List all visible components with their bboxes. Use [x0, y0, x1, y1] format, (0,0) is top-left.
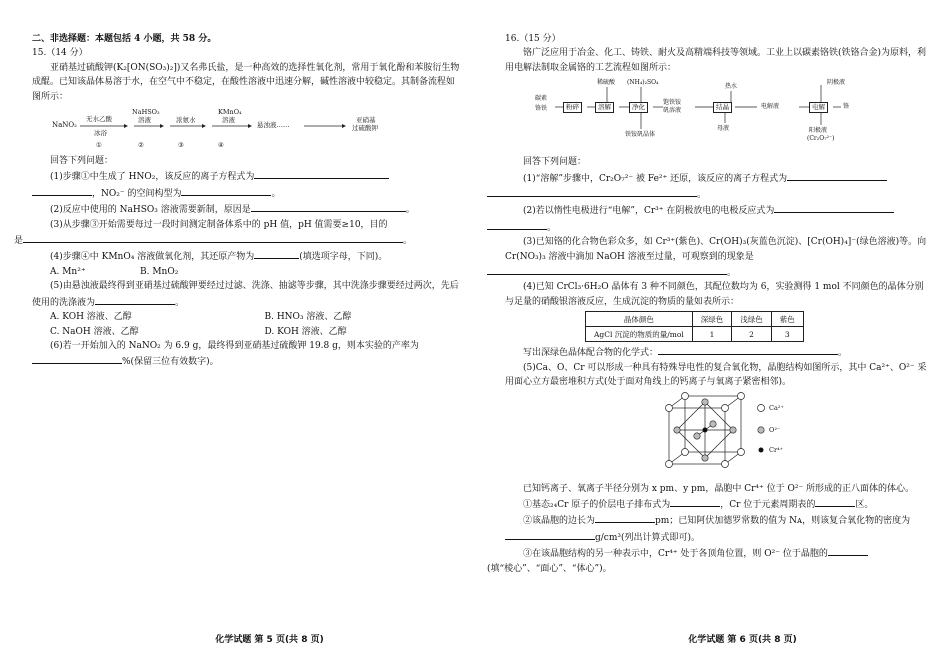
q16-5c-end: 区。 [855, 499, 874, 510]
q15-5-options-row2 [32, 325, 461, 339]
answer-blank[interactable] [181, 185, 271, 196]
q15-2 [32, 201, 461, 217]
answer-blank[interactable] [251, 201, 406, 212]
q15-2-text: (2)反应中使用的 NaHSO₃ 溶液需要新制，原因是 [50, 205, 251, 216]
flow-end1: 亚硝基 [356, 116, 376, 125]
q16-5d-text-b: pm；已知阿伏加德罗常数的值为 Nᴀ，则该复合氧化物的密度为 [655, 516, 911, 527]
q16-5c-text: ①基态₂₄Cr 原子的价层电子排布式为 [523, 499, 671, 510]
proc-anode3: (Cr₂O₇²⁻) [807, 135, 835, 143]
section-heading: 二、非选择题：本题包括 4 小题，共 58 分。 [32, 34, 217, 44]
q15-6-end: %(保留三位有效数字)。 [122, 357, 219, 368]
table-cell: 深绿色 [692, 312, 732, 327]
proc-filtrate1: 饱铁铵 [663, 99, 682, 107]
unit-cell-diagram [655, 392, 855, 478]
table-header-row [586, 312, 804, 327]
q15-4-text-b: (填选项字母，下同)。 [299, 252, 388, 263]
legend-ca: Ca²⁺ [769, 403, 784, 412]
q16-3-text: (3)已知铬的化合物色彩众多，如 Cr³⁺(紫色)、Cr(OH)₃(灰蓝色沉淀)、[Cr(OH)₄]⁻(绿色溶液)等。向 Cr(NO₃)₃ 溶液中滴加 NaOH 溶液至过量，可观察到的现象是 [505, 237, 927, 262]
q16-1-end: 。 [697, 190, 707, 201]
answer-blank[interactable] [487, 219, 547, 230]
answer-blank[interactable] [505, 529, 595, 540]
option-a: A. KOH 溶液、乙醇 [50, 312, 132, 323]
q15-3-text-b: 是 [14, 236, 24, 247]
q16-5d-end: g/cm³(列出计算式即可)。 [595, 532, 700, 543]
q15-4 [32, 248, 461, 264]
table-cell: AgCl 沉淀的物质的量/mol [586, 327, 693, 342]
q16-process-diagram [535, 77, 930, 151]
flow-n1: ① [96, 141, 102, 150]
legend-cr: Cr⁴⁺ [769, 445, 784, 454]
q15-1-text: (1)步骤①中生成了 HNO₂，该反应的离子方程式为 [50, 172, 255, 183]
option-b: B. MnO₂ [140, 266, 179, 277]
answer-blank[interactable] [95, 294, 175, 305]
flow-n4: ④ [218, 141, 224, 150]
answer-blank[interactable] [487, 186, 697, 197]
crystal-structure-figure [505, 392, 930, 478]
answer-blank[interactable] [487, 264, 727, 275]
proc-acid: 稀硫酸 [597, 79, 616, 87]
q16-5b: 已知钙离子、氧离子半径分别为 x pm、y pm，晶胞中 Cr⁴⁺ 位于 O²⁻ 所形成的正八面体的体心。 [523, 483, 915, 494]
proc-dissolve: 溶解 [595, 102, 614, 113]
proc-iron-crystal: 铁铵矾晶体 [625, 131, 656, 139]
flow-s4-top1: KMnO₄ [218, 108, 242, 117]
flow-start: NaNO₂ [52, 121, 77, 130]
q16-1-text: (1)“溶解”步骤中，Cr₂O₇²⁻ 被 Fe²⁺ 还原，该反应的离子方程式为 [523, 173, 788, 184]
table-cell: 浅绿色 [732, 312, 772, 327]
proc-anode: 阴极液 [827, 79, 846, 87]
option-c: C. NaOH 溶液、乙醇 [50, 326, 139, 337]
q16-4: (4)已知 CrCl₃·6H₂O 晶体有 3 种不同颜色，其配位数均为 6，实验测得 1 mol 不同颜色的晶体分别与足量的硝酸银溶液反应，生成沉淀的物质的量如表所示： [505, 282, 924, 307]
proc-electrolysis: 电解 [809, 102, 828, 113]
q15-5 [32, 279, 461, 310]
proc-raw1: 碳素 [535, 95, 548, 103]
proc-purify: 净化 [629, 102, 648, 113]
flow-s1-bottom: 冰浴 [94, 129, 107, 138]
q15-4-options [32, 265, 461, 279]
q16-3 [505, 235, 930, 280]
flow-s4-top2: 溶液 [222, 116, 235, 125]
q15-3-text: (3)从步骤③开始需要每过一段时间测定制备体系中的 pH 值，pH 值需要≥10，目的 [50, 219, 388, 230]
page-footer: 化学试题 第 6 页(共 8 页) [688, 635, 797, 645]
option-b: B. HNO₃ 溶液、乙醇 [264, 312, 352, 323]
q15-1-end: 。 [271, 188, 281, 199]
q16-5e [487, 545, 930, 576]
q16-5d [505, 512, 930, 545]
q16-5d-text: ②该晶胞的边长为 [523, 516, 596, 527]
proc-water: 热水 [725, 83, 738, 91]
q16-3-end: 。 [727, 268, 737, 279]
flow-n3: ③ [178, 141, 184, 150]
proc-settle: 结晶 [713, 102, 732, 113]
flow-s2-top2: 溶液 [138, 116, 151, 125]
q16-5: (5)Ca、O、Cr 可以形成一种具有特殊导电性的复合氧化物，晶胞结构如图所示，其中 Ca²⁺、O²⁻ 采用面心立方最密堆积方式(处于面对角线上的钙离子与氧离子紧密相邻)。 [505, 362, 927, 388]
q16-4b [505, 344, 930, 360]
table-row [586, 327, 804, 342]
q15-3-end: 。 [403, 236, 413, 247]
proc-salt: (NH₄)₂SO₄ [627, 79, 659, 87]
answer-blank[interactable] [658, 344, 838, 355]
q16-5c-text-b: ，Cr 位于元素周期表的 [720, 499, 816, 510]
answer-blank[interactable] [670, 496, 720, 507]
q15-1-text-b: ，NO₂⁻ 的空间构型为 [92, 188, 182, 199]
answer-blank[interactable] [828, 545, 868, 556]
table-cell: 3 [771, 327, 803, 342]
answer-blank[interactable] [32, 185, 92, 196]
proc-powder: 粉碎 [563, 102, 582, 113]
answer-blank[interactable] [32, 353, 122, 364]
q16-2-text: (2)若以惰性电极进行“电解”，Cr³⁺ 在阴极放电的电极反应式为 [523, 206, 775, 217]
q16-5e-text: ③在该晶胞结构的另一种表示中，Cr⁴⁺ 处于各顶角位置，则 O²⁻ 位于晶胞的 [523, 549, 828, 560]
proc-electrolyte: 电解液 [761, 103, 780, 111]
table-cell: 1 [692, 327, 732, 342]
proc-raw2: 铬铁 [535, 105, 548, 113]
q15-2-end: 。 [405, 205, 415, 216]
answer-blank[interactable] [254, 248, 299, 259]
option-a: A. Mn²⁺ [50, 266, 86, 277]
answer-blank[interactable] [595, 512, 655, 523]
page-footer: 化学试题 第 5 页(共 8 页) [215, 635, 324, 645]
q15-intro: 亚硝基过硫酸钾(K₂[ON(SO₃)₂])又名弗氏盐，是一种高效的选择性氧化剂，常用于氧化酚和苯胺衍生物成醌。已知该晶体易溶于水，在空气中不稳定，在酸性溶液中迅速分解，碱性溶液中较稳定。其制备流程如图所示： [32, 62, 460, 102]
q16-5c [505, 496, 930, 512]
q16-1 [505, 170, 930, 203]
q16-intro: 铬广泛应用于冶金、化工、铸铁、耐火及高精端科技等领域。工业上以碳素铬铁(铁铬合金)为原料，利用电解法制取金属铬的工艺流程如图所示： [505, 48, 927, 73]
color-table [585, 311, 804, 342]
q16-title: 16.（15 分） [505, 34, 561, 44]
q15-5-text: (5)由悬浊液最终得到亚硝基过硫酸钾要经过过滤、洗涤、抽滤等步骤，其中洗涤步骤要经过两次，先后使用的洗涤液为 [32, 281, 459, 308]
flow-s1-top: 无水乙酸 [86, 115, 112, 124]
legend-o: O²⁻ [769, 425, 781, 434]
flow-n2: ② [138, 141, 144, 150]
answer-blank[interactable] [23, 232, 403, 243]
proc-mother: 母液 [717, 125, 730, 133]
answer-blank[interactable] [787, 170, 887, 181]
table-cell: 晶体颜色 [586, 312, 693, 327]
q16-2-end: 。 [547, 222, 557, 233]
proc-anode2: 阳极液 [809, 127, 828, 135]
q16-4b-text: 写出深绿色晶体配合物的化学式： [523, 348, 659, 359]
q15-5-end: 。 [175, 297, 185, 308]
answer-intro: 回答下列问题： [523, 157, 587, 168]
proc-chromium: 铬 [843, 103, 850, 111]
q15-title: 15.（14 分） [32, 48, 88, 59]
flow-mid: 悬浊液…… [257, 121, 290, 130]
proc-filtrate2: 矾溶液 [663, 107, 682, 115]
answer-blank[interactable] [254, 168, 389, 179]
q15-flow-diagram [52, 106, 461, 152]
q15-4-text: (4)步骤④中 KMnO₄ 溶液做氧化剂，其还原产物为 [50, 252, 255, 263]
option-d: D. KOH 溶液、乙醇 [264, 326, 347, 337]
answer-blank[interactable] [815, 496, 855, 507]
table-cell: 紫色 [771, 312, 803, 327]
answer-intro: 回答下列问题： [50, 156, 114, 167]
q16-5e-text-b: (填“棱心”、“面心”、“体心”)。 [487, 563, 612, 574]
q15-5-options-row1 [32, 310, 461, 324]
q16-2 [505, 202, 930, 235]
q15-1 [32, 168, 461, 201]
q16-4b-end: 。 [838, 348, 848, 359]
right-page [475, 0, 950, 659]
table-cell: 2 [732, 327, 772, 342]
flow-end2: 过硫酸钾 [352, 124, 378, 133]
q15-6 [32, 339, 461, 370]
answer-blank[interactable] [774, 202, 894, 213]
flow-s2-top1: NaHSO₃ [132, 108, 160, 117]
flow-s3-top: 浓氨水 [176, 116, 196, 125]
q15-3 [14, 218, 461, 249]
q15-6-text: (6)若一开始加入的 NaNO₂ 为 6.9 g，最终得到亚硝基过硫酸钾 19.8 g，则本实验的产率为 [50, 340, 419, 351]
